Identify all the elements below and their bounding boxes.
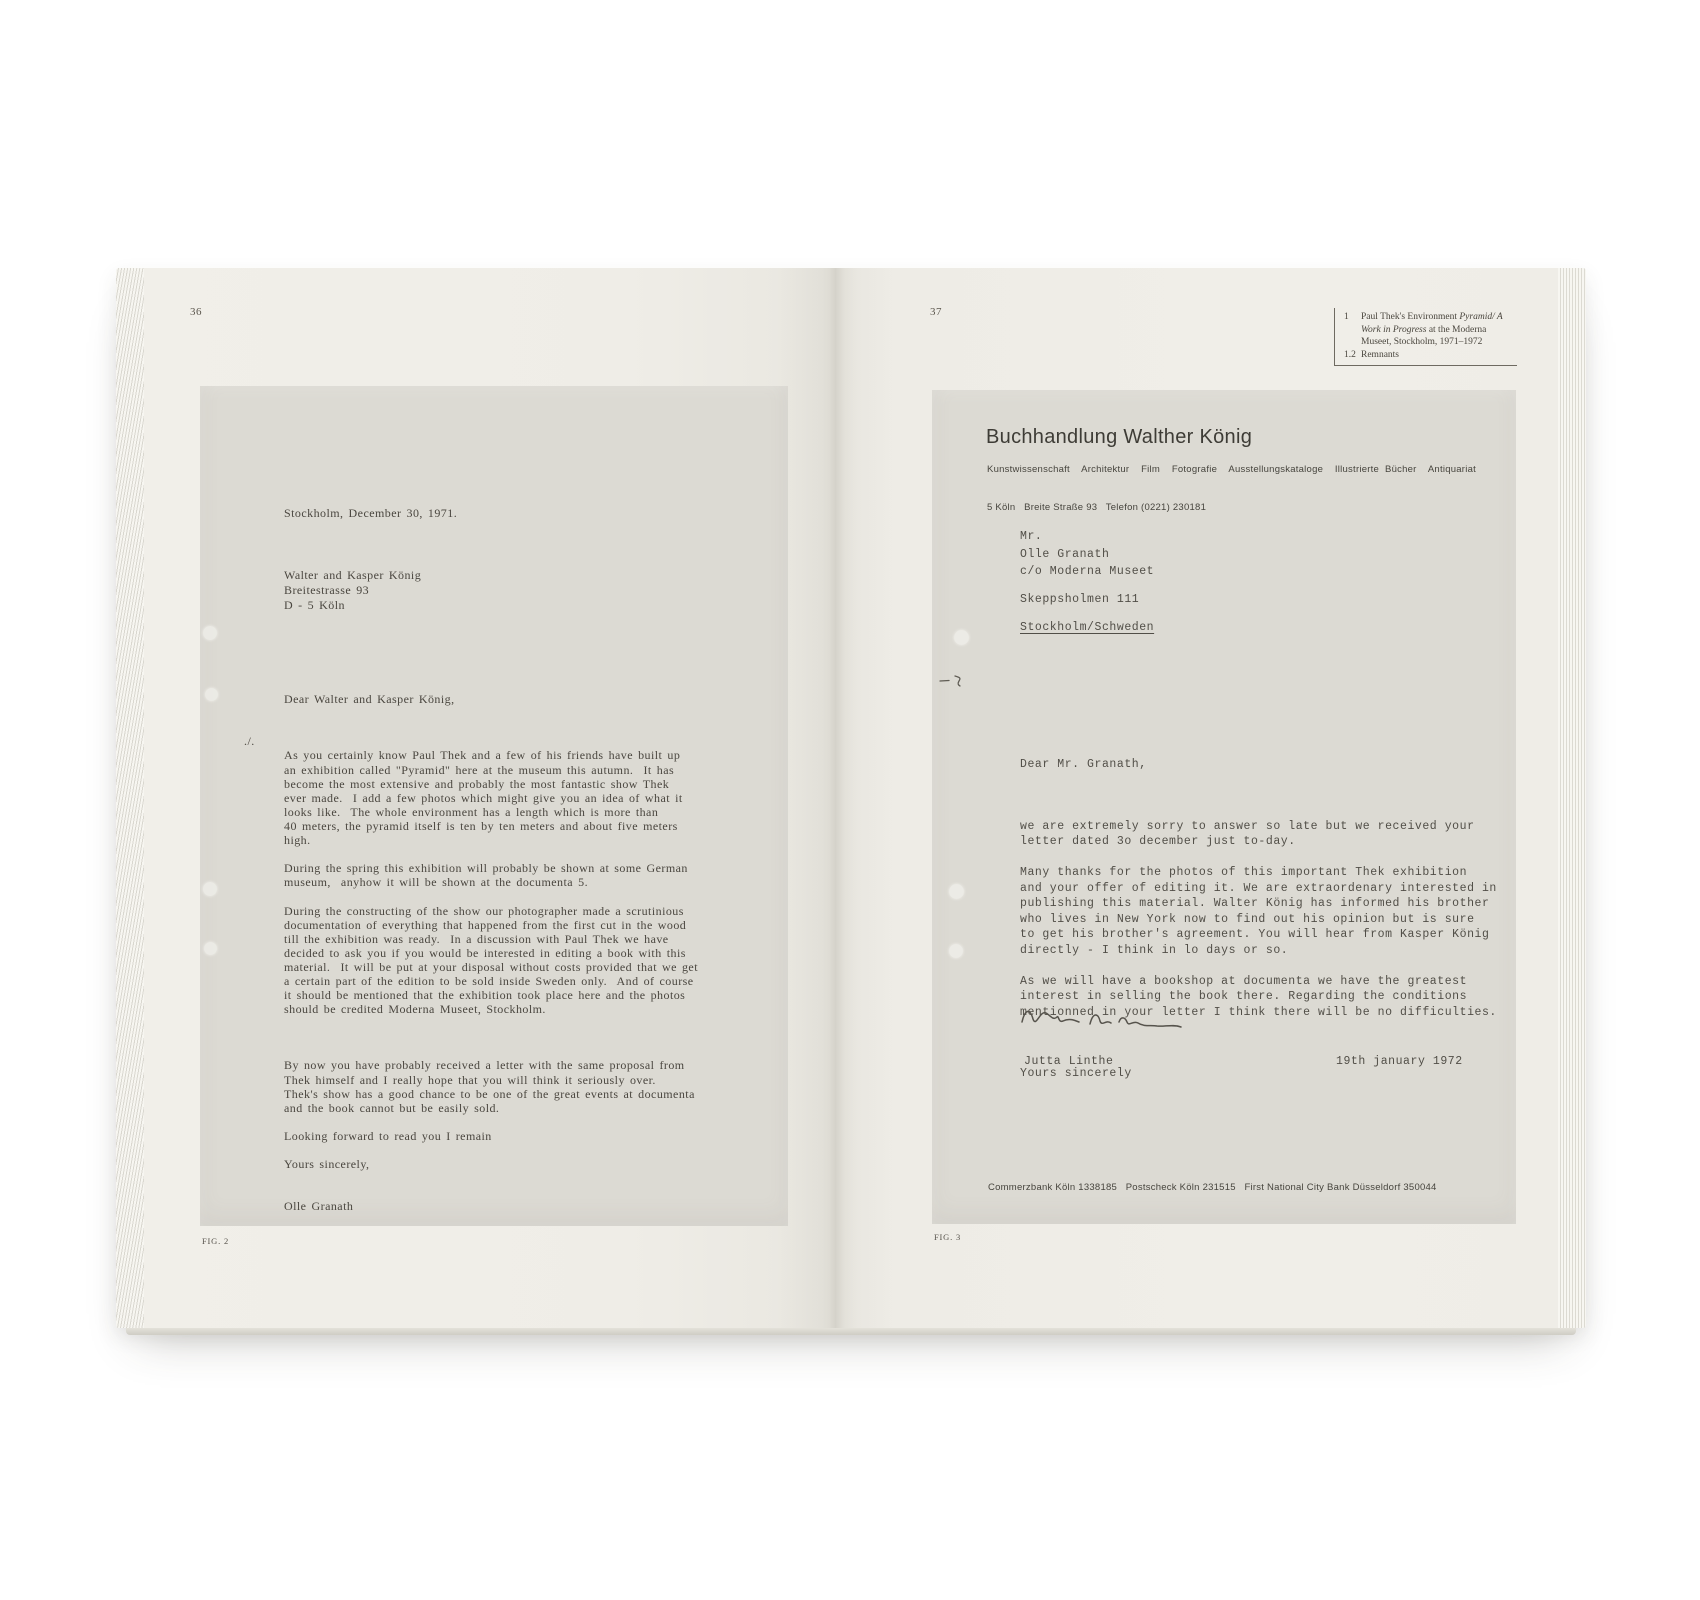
page-stack-edge-left (116, 268, 144, 1328)
book-page-right (836, 268, 1558, 1328)
figure-reference-note (1334, 308, 1517, 366)
note-entry (1335, 311, 1517, 349)
note-text: Remnants (1361, 349, 1399, 360)
letter-closing: By now you have probably received a letter with the same proposal from Thek himself and I really hope that you will think it seriously over. Thek's show has a good chance to be one of the great events at documenta and the book cannot but be easily sold. Looking forward to read you I remain Yours sincerely, Olle Granath (284, 1058, 695, 1214)
figure-caption-right: FIG. 3 (934, 1232, 961, 1242)
enclosure-margin-mark: ./. (244, 734, 255, 748)
letter-recipient-address: Walter and Kasper König Breitestrasse 93 D - 5 Köln (284, 568, 422, 613)
handwritten-signature (1018, 996, 1193, 1036)
letterhead-title: Buchhandlung Walther König (986, 426, 1253, 448)
letter-recipient-name: Mr. Olle Granath c/o Moderna Museet (1020, 530, 1155, 578)
letter-signature-name: Jutta Linthe (1024, 1055, 1114, 1068)
note-text-italic: Pyramid/ A Work in Progress (1361, 312, 1503, 335)
dash-arrow-mark (938, 672, 968, 690)
letter-salutation: Dear Mr. Granath, (1020, 758, 1147, 771)
letterhead-address: 5 Köln Breite Straße 93 Telefon (0221) 230181 (987, 502, 1207, 513)
note-text-roman: Paul Thek's Environment (1361, 312, 1460, 322)
figure-caption-left: FIG. 2 (202, 1236, 229, 1246)
punch-hole (949, 884, 964, 899)
letter-salutation: Dear Walter and Kasper König, (284, 692, 455, 707)
punch-hole (203, 882, 217, 896)
handwritten-annotation-mark (938, 672, 968, 695)
signature-scribble (1018, 996, 1193, 1041)
page-number-right: 37 (930, 306, 942, 318)
letter-body: As you certainly know Paul Thek and a few of his friends have built up an exhibition called "Pyramid" here at the museum this autumn. It has become the most extensive and probably the most fantastic show Thek ever made. I add a few photos which might give you an idea of what it looks like. The whole environment has a length which is more than 40 meters, the pyramid itself is ten by ten meters and about five meters high. During the spring this exhibition will probably be shown at some German museum, anyhow it will be shown at the documenta 5. During the constructing of the show our photographer made a scrutinious documentation of everything that happened from the first cut in the wood till the exhibition was ready. In a discussion with Paul Thek we have decided to ask you if you would be interested in editing a book with this material. It will be put at your disposal without costs provided that we get a certain part of the edition to be sold inside Sweden only. And of course it should be mentioned that the exhibition took place here and the photos should be credited Moderna Museet, Stockholm. (284, 748, 698, 1017)
punch-hole (204, 942, 217, 955)
letterhead-subjects: Kunstwissenschaft Architektur Film Fotografie Ausstellungskataloge Illustrierte Bücher Antiquariat (987, 464, 1477, 475)
letter-text-block (284, 664, 762, 1242)
note-entry (1335, 349, 1517, 362)
letter-date: 19th january 1972 (1336, 1055, 1463, 1068)
punch-hole (203, 626, 217, 640)
letter-body: we are extremely sorry to answer so late but we received your letter dated 3o december just to-day. Many thanks for the photos of this important Thek exhibition and your offer of editing it. We are extraordenary interested in publishing this material. Walter König has informed his brother who lives in New York now to find out his opinion but is sure to get his brother's agreement. You will hear from Kasper König directly - I think in lo days or so. As we will have a bookshop at documenta we have the greatest interest in selling the book there. Regarding the conditions mentionned in your letter I think there will be no difficulties. (1020, 819, 1497, 1019)
note-number: 1 (1344, 312, 1349, 322)
book-page-left (144, 268, 836, 1328)
letter-photo-koenig (932, 390, 1516, 1224)
open-book-spread (116, 268, 1586, 1328)
letter-photo-granath (200, 386, 788, 1226)
page-stack-edge-right (1558, 268, 1586, 1328)
page-number-left: 36 (190, 306, 202, 318)
punch-hole (954, 630, 969, 645)
punch-hole (949, 944, 963, 958)
letter-closing: Yours sincerely (1020, 1067, 1132, 1080)
note-number: 1.2 (1344, 349, 1356, 360)
note-text (1361, 311, 1509, 349)
letterhead-bank-footer: Commerzbank Köln 1338185 Postscheck Köln 231515 First National City Bank Düsseldorf 350044 (988, 1182, 1437, 1193)
punch-hole (205, 688, 218, 701)
letter-dateline: Stockholm, December 30, 1971. (284, 506, 458, 520)
note-text-roman: at the Moderna Museet, Stockholm, 1971–1972 (1361, 324, 1487, 347)
letter-recipient-street: Skeppsholmen 111 (1020, 593, 1140, 606)
letter-recipient-city: Stockholm/Schweden (1020, 621, 1155, 634)
